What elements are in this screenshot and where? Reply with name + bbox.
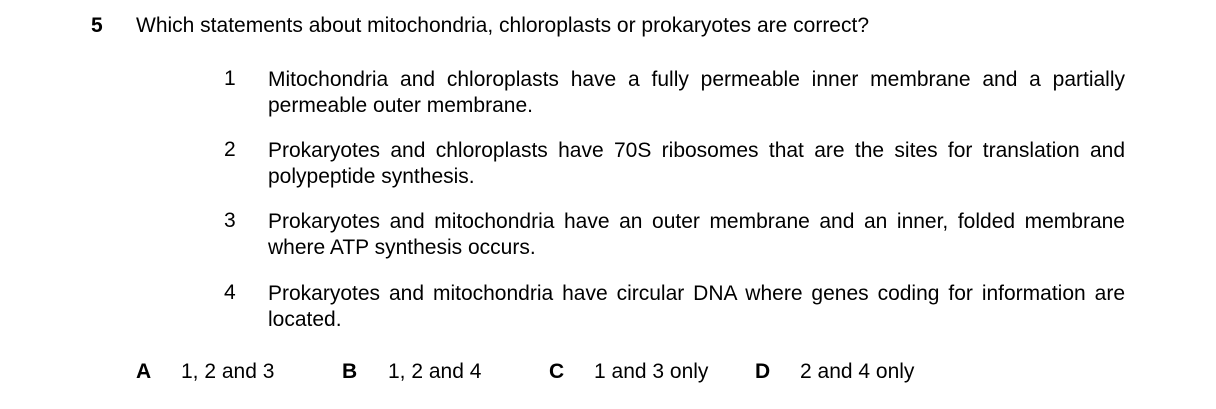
option-a-letter: A <box>136 360 152 383</box>
option-b-text: 1, 2 and 4 <box>388 360 482 383</box>
option-d-letter: D <box>755 360 771 383</box>
statement-number: 4 <box>224 281 236 304</box>
statement-text: Prokaryotes and chloroplasts have 70S ribosomes that are the sites for translation and polypeptide synthesis. <box>268 139 1125 188</box>
statement-number: 1 <box>224 67 236 90</box>
statement-text: Prokaryotes and mitochondria have an outer membrane and an inner, folded membrane where ATP synthesis occurs. <box>268 210 1125 259</box>
option-a-text: 1, 2 and 3 <box>181 360 275 383</box>
statement-number: 3 <box>224 209 236 232</box>
question-text: Which statements about mitochondria, chloroplasts or prokaryotes are correct? <box>136 14 870 37</box>
option-c-letter: C <box>549 360 565 383</box>
option-d-text: 2 and 4 only <box>800 360 915 383</box>
question-number: 5 <box>91 14 103 37</box>
statement-number: 2 <box>224 138 236 161</box>
statement-text: Prokaryotes and mitochondria have circular DNA where genes coding for information are located. <box>268 282 1125 331</box>
option-b-letter: B <box>342 360 358 383</box>
statement-text: Mitochondria and chloroplasts have a fully permeable inner membrane and a partially permeable outer membrane. <box>268 68 1125 117</box>
option-c-text: 1 and 3 only <box>594 360 709 383</box>
